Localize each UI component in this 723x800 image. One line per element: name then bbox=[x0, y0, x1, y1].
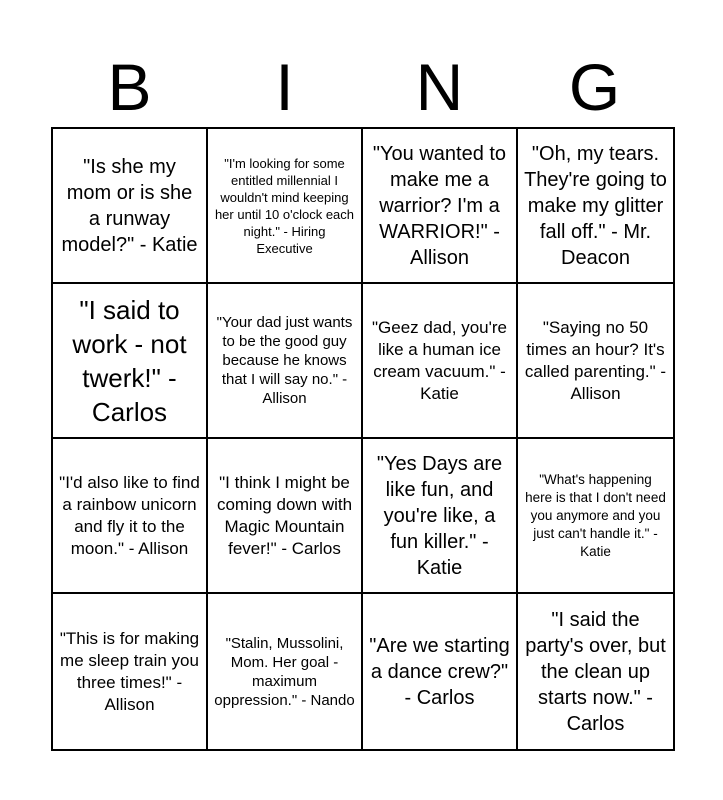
bingo-cell[interactable]: "I think I might be coming down with Magic Mountain fever!" - Carlos bbox=[208, 439, 363, 594]
header-letter-n: N bbox=[415, 50, 464, 124]
bingo-cell[interactable]: "I said to work - not twerk!" - Carlos bbox=[53, 284, 208, 439]
bingo-cell[interactable]: "You wanted to make me a warrior? I'm a WARRIOR!" - Allison bbox=[363, 129, 518, 284]
bingo-cell[interactable]: "Yes Days are like fun, and you're like, a fun killer." - Katie bbox=[363, 439, 518, 594]
bingo-cell[interactable]: "Geez dad, you're like a human ice cream vacuum." - Katie bbox=[363, 284, 518, 439]
bingo-cell[interactable]: "Your dad just wants to be the good guy because he knows that I will say no." - Allison bbox=[208, 284, 363, 439]
header-letter-i: I bbox=[275, 50, 294, 124]
bingo-header bbox=[52, 48, 672, 126]
bingo-cell[interactable]: "I said the party's over, but the clean up starts now." - Carlos bbox=[525, 608, 666, 735]
bingo-cell[interactable]: "I'd also like to find a rainbow unicorn and fly it to the moon." - Allison bbox=[53, 439, 208, 594]
bingo-cell[interactable]: "Oh, my tears. They're going to make my glitter fall off." - Mr. Deacon bbox=[518, 129, 673, 284]
bingo-cell[interactable]: "I'm looking for some entitled millennial I wouldn't mind keeping her until 10 o'clock each night." - Hiring Executive bbox=[208, 129, 363, 284]
bingo-cell[interactable]: "What's happening here is that I don't need you anymore and you just can't handle it." - Katie bbox=[518, 439, 673, 594]
bingo-cell[interactable]: "This is for making me sleep train you three times!" - Allison bbox=[53, 594, 208, 749]
bingo-cell[interactable]: "Saying no 50 times an hour? It's called parenting." - Allison bbox=[518, 284, 673, 439]
bingo-card-grid bbox=[51, 127, 675, 751]
bingo-cell[interactable]: "Is she my mom or is she a runway model?" - Katie bbox=[53, 129, 208, 284]
header-letter-b: B bbox=[107, 50, 152, 124]
bingo-cell[interactable]: "Stalin, Mussolini, Mom. Her goal - maximum oppression." - Nando bbox=[208, 594, 363, 749]
bingo-cell[interactable]: "Are we starting a dance crew?" - Carlos bbox=[363, 594, 518, 749]
header-letter-g: G bbox=[568, 50, 621, 124]
